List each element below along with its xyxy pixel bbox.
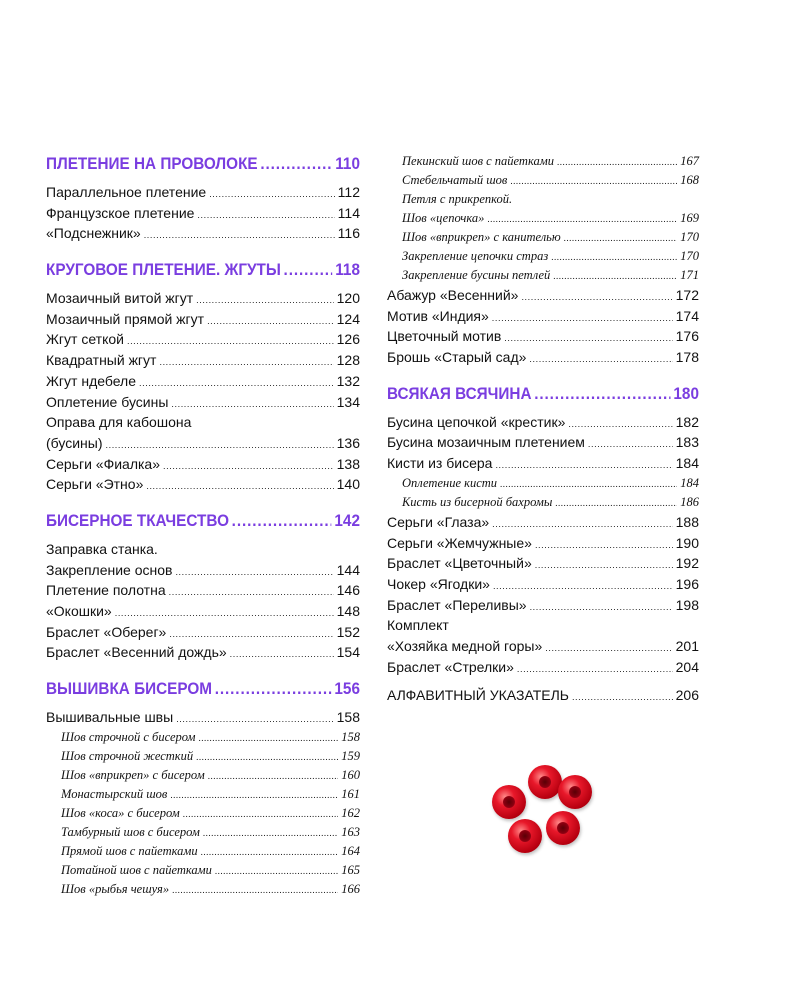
dot-leader [169,624,333,645]
dot-leader [197,205,334,226]
dot-leader [495,455,672,476]
toc-entry-page: 163 [341,824,360,839]
dot-leader [230,644,334,665]
toc-entry-title: Мотив «Индия» [387,307,489,324]
toc-subentry[interactable] [46,823,360,842]
dot-leader [510,172,677,191]
dot-leader [529,349,672,370]
toc-entry-title: «Окошки» [46,603,112,619]
toc-entry[interactable] [46,371,360,392]
toc-entry-title: Потайной шов с пайетками [61,862,212,877]
dot-leader [127,331,334,352]
toc-entry[interactable] [387,512,699,533]
dot-leader [146,476,333,497]
dot-leader [199,729,339,748]
toc-entry-page: 114 [337,204,360,221]
toc-entry-page: 176 [675,328,699,345]
toc-entry[interactable] [46,454,360,475]
toc-entry-title: Шов строчной жесткий [61,748,194,763]
toc-subentry[interactable] [46,842,360,861]
dot-leader [203,824,338,843]
toc-subentry[interactable] [46,785,360,804]
dot-leader [163,456,334,477]
toc-entry-title: Шов «рыбья чешуя» [61,881,170,896]
section-title: БИСЕРНОЕ ТКАЧЕСТВО [46,510,229,530]
dot-leader [284,258,333,282]
toc-entry-title: Прямой шов с пайетками [61,843,198,858]
toc-entry-title: Браслет «Цветочный» [387,555,532,572]
toc-entry[interactable] [387,453,699,474]
toc-entry[interactable] [46,412,360,433]
toc-entry-title: Оправа для кабошона [46,414,192,431]
toc-entry-page: 138 [336,455,360,472]
section-page: 156 [334,679,360,699]
dot-leader [208,767,339,786]
toc-entry-page: 204 [675,658,699,675]
toc-entry[interactable] [387,412,699,433]
section-heading[interactable] [46,258,360,282]
toc-entry-title: Жгут сеткой [46,331,124,348]
toc-entry-title: Шов строчной с бисером [61,729,196,744]
dot-leader [215,677,332,701]
dot-leader [555,494,677,513]
toc-entry-title: Серьги «Глаза» [387,513,490,530]
toc-entry[interactable] [387,657,699,678]
dot-leader [530,597,673,618]
toc-entry-page: 124 [336,310,360,327]
toc-entry[interactable] [387,574,699,595]
toc-entry-page: 184 [680,475,699,490]
section-heading[interactable] [46,677,360,701]
toc-entry[interactable] [46,580,360,601]
toc-entry-page: 201 [675,637,699,654]
dot-leader [517,659,673,680]
toc-entry-title: Пекинский шов с пайетками [402,154,554,168]
toc-entry-title: Абажур «Весенний» [387,287,519,303]
toc-right-column [387,152,699,706]
dot-leader [535,535,673,556]
toc-entry-title: Параллельное плетение [46,184,207,200]
dot-leader [568,414,672,435]
toc-entry-page: 154 [336,644,360,661]
toc-entry-title: Закрепление цепочки страз [402,249,549,263]
toc-entry-title: Серьги «Жемчужные» [387,534,532,551]
toc-entry-title: Серьги «Этно» [46,476,144,493]
toc-entry-title: Французское плетение [46,204,195,221]
toc-entry-title: Оплетение кисти [402,475,498,490]
toc-entry-title: Шов «цепочка» [402,211,485,225]
toc-entry[interactable] [46,203,360,224]
toc-entry-page: 178 [675,349,699,366]
toc-entry-page: 160 [341,767,360,782]
toc-entry-page: 161 [341,786,360,801]
section-title: ПЛЕТЕНИЕ НА ПРОВОЛОКЕ [46,154,258,173]
toc-entry-page: 170 [680,249,699,263]
dot-leader [232,509,332,533]
section-title: ВЫШИВКА БИСЕРОМ [46,679,212,699]
section-page: 142 [334,510,360,530]
toc-entry-page: 167 [680,154,699,168]
toc-entry-title: Цветочный мотив [387,328,502,345]
toc-subentry[interactable] [46,880,360,899]
toc-entry[interactable] [387,326,699,347]
dot-leader [521,287,672,308]
toc-entry-title: Монастырский шов [61,786,168,801]
toc-entry-page: 170 [680,230,699,244]
toc-entry-page: 120 [336,290,360,307]
dot-leader [106,435,334,456]
toc-subentry[interactable] [387,474,699,493]
spacer [46,244,360,258]
toc-entry-title: Плетение полотна [46,582,166,599]
toc-entry[interactable] [387,306,699,327]
toc-subentry[interactable] [46,747,360,766]
dot-leader [534,382,671,406]
toc-entry[interactable] [387,432,699,453]
dot-leader [504,328,672,349]
toc-entry-title: Мозаичный витой жгут [46,290,194,307]
toc-entry-title: Комплект [387,617,449,634]
toc-entry[interactable] [46,560,360,581]
section-heading[interactable] [387,382,699,406]
toc-entry-page: 171 [680,268,699,282]
dot-leader [492,308,673,329]
toc-subentry[interactable] [387,209,699,228]
toc-entry[interactable] [46,392,360,413]
red-beads-icon [490,755,600,865]
toc-entry[interactable] [46,642,360,663]
toc-entry[interactable] [46,182,360,203]
toc-entry[interactable] [46,707,360,728]
toc-entry[interactable] [387,636,699,657]
dot-leader [159,352,333,373]
toc-entry-title: Чокер «Ягодки» [387,575,490,592]
dot-leader [487,210,677,229]
toc-entry-title: Кисти из бисера [387,455,493,472]
section-title: КРУГОВОЕ ПЛЕТЕНИЕ. ЖГУТЫ [46,260,281,280]
toc-entry-page: 183 [675,434,699,451]
toc-entry-title: Закрепление основ [46,561,173,578]
toc-entry-page: 126 [336,331,360,348]
toc-entry-page: 182 [675,413,699,430]
index-entry[interactable] [387,685,699,706]
toc-entry-title: Браслет «Оберег» [46,623,167,640]
toc-entry-page: 148 [336,603,360,619]
toc-entry[interactable] [387,553,699,574]
dot-leader [492,514,672,535]
toc-entry[interactable] [46,309,360,330]
dot-leader [144,225,335,246]
toc-entry-title: Закрепление бусины петлей [402,268,551,282]
dot-leader [172,881,338,900]
toc-subentry[interactable] [46,804,360,823]
toc-entry[interactable] [46,622,360,643]
dot-leader [115,603,334,624]
section-page: 110 [335,154,360,173]
section-page: 180 [673,383,699,403]
toc-entry-title: (бусины) [46,434,103,451]
toc-entry[interactable] [387,615,699,636]
dot-leader [260,152,332,176]
toc-entry-page: 192 [675,555,699,572]
dot-leader [207,311,334,332]
toc-entry-title: Браслет «Стрелки» [387,658,514,675]
toc-entry-title: «Хозяйка медной горы» [387,637,543,654]
toc-entry-title: Мозаичный прямой жгут [46,310,205,327]
dot-leader [500,475,677,494]
dot-leader [215,862,338,881]
toc-entry-page: 136 [336,434,360,451]
bead-icon [558,775,592,809]
toc-entry[interactable] [387,347,699,368]
toc-entry[interactable] [46,350,360,371]
bead-icon [528,765,562,799]
toc-subentry[interactable] [46,861,360,880]
toc-entry-page: 190 [675,534,699,551]
toc-left-column [46,152,360,899]
dot-leader [551,248,677,267]
dot-leader [169,582,334,603]
toc-entry[interactable] [46,329,360,350]
toc-entry-title: Тамбурный шов с бисером [61,824,200,839]
dot-leader [170,786,338,805]
toc-subentry[interactable] [46,728,360,747]
toc-entry-title: Браслет «Переливы» [387,596,527,613]
section-page: 118 [335,260,360,280]
toc-entry-page: 158 [336,709,360,726]
toc-entry-title: Браслет «Весенний дождь» [46,644,227,661]
toc-entry-page: 162 [341,805,360,820]
toc-entry-page: 140 [336,476,360,493]
dot-leader [183,805,339,824]
bead-icon [492,785,526,819]
toc-subentry[interactable] [46,766,360,785]
toc-entry-page: 116 [337,225,360,242]
toc-entry-title: Вышивальные швы [46,709,174,726]
toc-entry-title: Оплетение бусины [46,393,169,410]
toc-entry[interactable] [46,433,360,454]
dot-leader [564,229,678,248]
toc-entry-page: 188 [675,513,699,530]
toc-entry-page: 174 [675,307,699,324]
toc-entry-title: Серьги «Фиалка» [46,455,161,472]
section-heading[interactable] [46,152,360,176]
section-title: ВСЯКАЯ ВСЯЧИНА [387,383,532,403]
toc-entry-title: АЛФАВИТНЫЙ УКАЗАТЕЛЬ [387,687,569,704]
toc-entry-page: 164 [341,843,360,858]
toc-entry-page: 134 [336,393,360,410]
toc-entry-title: Шов «коса» с бисером [61,805,180,820]
toc-entry-page: 196 [675,575,699,592]
toc-entry-title: Шов «вприкреп» с канителью [402,230,561,244]
toc-entry[interactable] [46,223,360,244]
dot-leader [553,267,677,286]
toc-entry-page: 168 [680,173,699,187]
dot-leader [572,687,673,708]
dot-leader [557,153,677,172]
dot-leader [588,434,673,455]
toc-subentry[interactable] [387,190,699,209]
toc-entry[interactable] [387,285,699,306]
toc-entry-page: 165 [341,862,360,877]
toc-entry-page: 166 [341,881,360,896]
dot-leader [139,373,334,394]
toc-entry-page: 159 [341,748,360,763]
toc-entry-page: 144 [336,561,360,578]
toc-entry-page: 146 [336,582,360,599]
toc-entry-page: 206 [675,687,699,704]
dot-leader [196,748,338,767]
dot-leader [176,709,333,730]
toc-subentry[interactable] [387,228,699,247]
toc-entry-page: 186 [680,494,699,509]
toc-entry-page: 169 [680,211,699,225]
toc-subentry[interactable] [387,247,699,266]
toc-subentry[interactable] [387,152,699,171]
toc-entry[interactable] [46,601,360,622]
bead-icon [546,811,580,845]
toc-entry-page: 112 [337,184,360,200]
dot-leader [209,184,334,205]
toc-entry-page: 132 [336,372,360,389]
spacer [46,663,360,677]
bead-icon [508,819,542,853]
toc-entry[interactable] [46,539,360,560]
toc-entry-title: Шов «вприкреп» с бисером [61,767,205,782]
dot-leader [201,843,339,862]
toc-entry[interactable] [387,533,699,554]
toc-entry-title: Брошь «Старый сад» [387,349,527,366]
toc-entry[interactable] [46,474,360,495]
toc-subentry[interactable] [387,493,699,512]
dot-leader [171,394,333,415]
dot-leader [196,290,333,311]
toc-entry-title: Бусина мозаичным плетением [387,434,585,451]
toc-entry-page: 152 [336,623,360,640]
toc-entry-page: 198 [675,596,699,613]
toc-entry-page: 158 [341,729,360,744]
toc-entry-title: «Подснежник» [46,225,141,242]
toc-entry-title: Жгут ндебеле [46,372,137,389]
spacer [46,495,360,509]
toc-entry-title: Кисть из бисерной бахромы [402,494,553,509]
spacer [387,368,699,382]
dot-leader [175,562,333,583]
dot-leader [493,576,673,597]
toc-entry-page: 128 [336,352,360,369]
toc-entry-page: 172 [675,287,699,303]
toc-subentry[interactable] [387,171,699,190]
toc-entry-title: Петля с прикрепкой. [402,192,513,206]
toc-subentry[interactable] [387,266,699,285]
toc-entry[interactable] [46,288,360,309]
dot-leader [535,555,673,576]
toc-entry-title: Заправка станка. [46,540,158,557]
section-heading[interactable] [46,509,360,533]
dot-leader [545,638,672,659]
toc-entry[interactable] [387,595,699,616]
toc-entry-title: Бусина цепочкой «крестик» [387,413,566,430]
toc-entry-page: 184 [675,455,699,472]
toc-entry-title: Стебельчатый шов [402,173,508,187]
toc-entry-title: Квадратный жгут [46,352,157,369]
